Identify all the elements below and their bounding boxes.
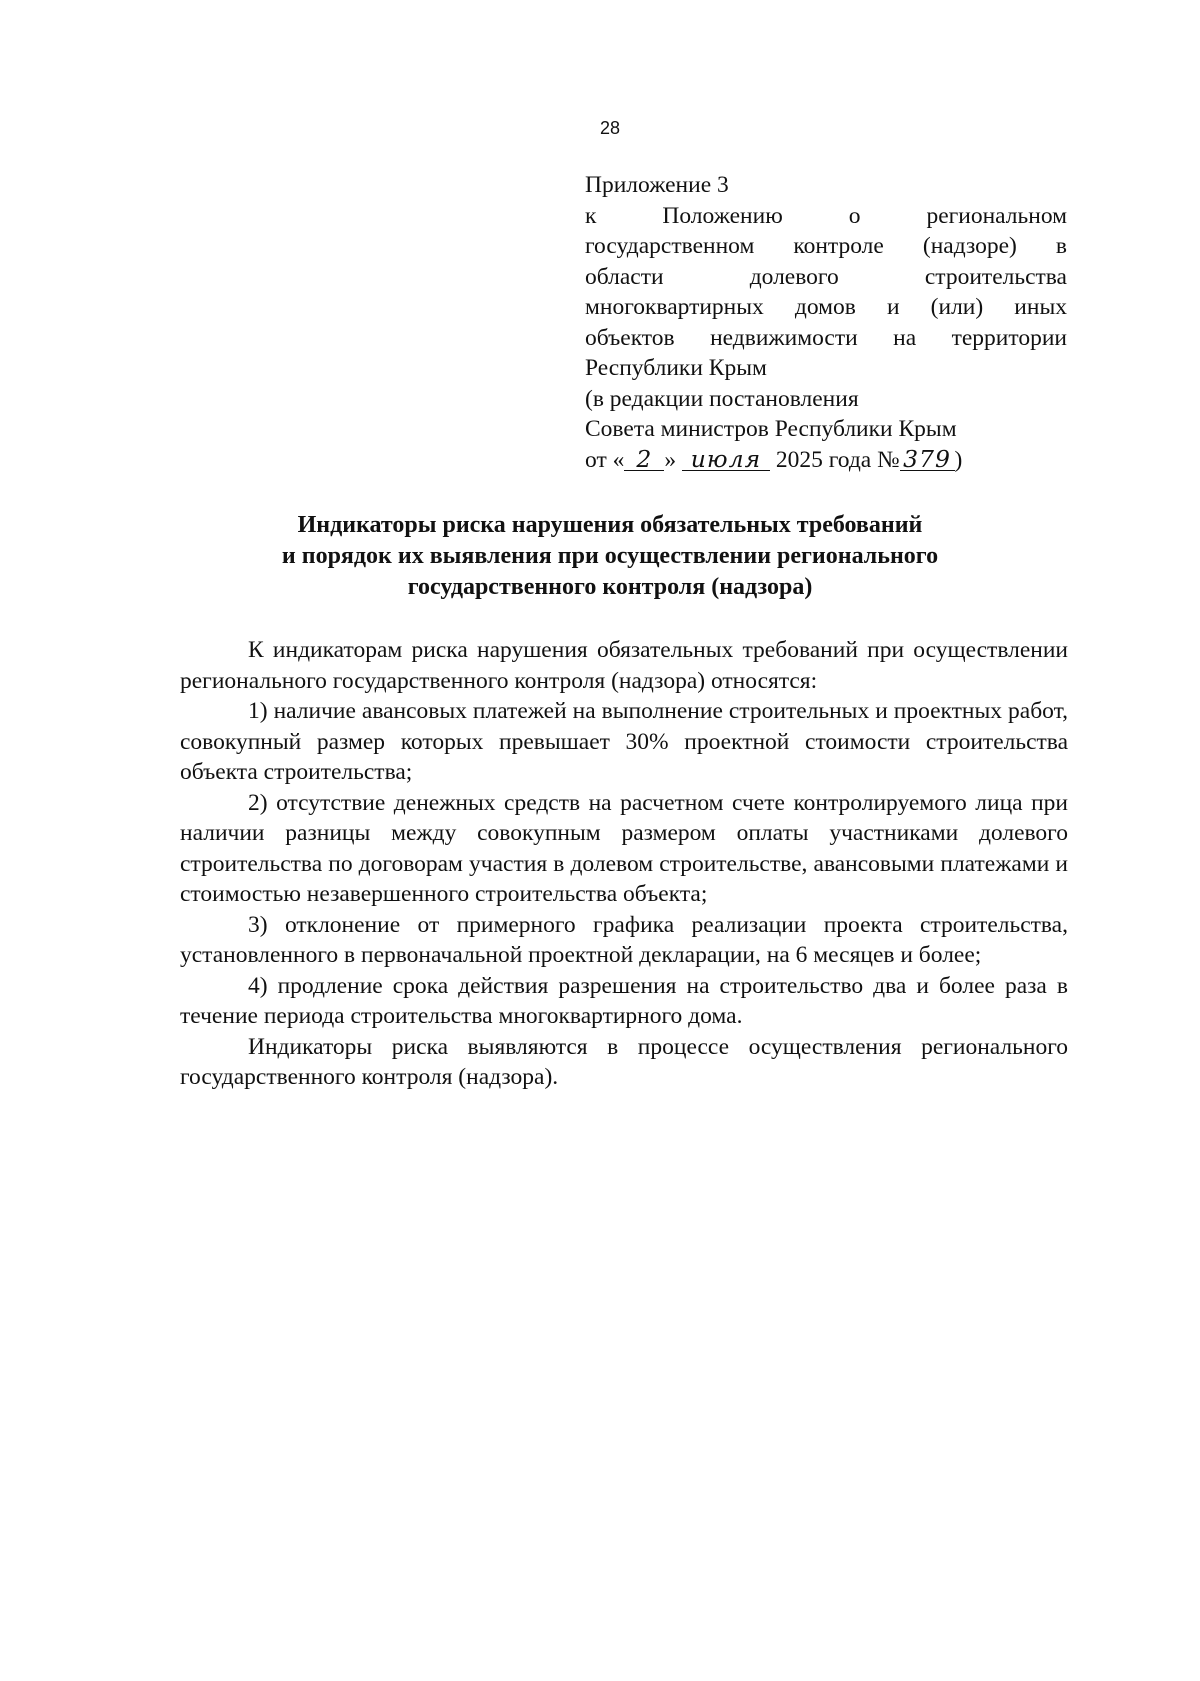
title-line: и порядок их выявления при осуществлении регионального (281, 543, 939, 569)
date-quote-close: » (664, 446, 677, 473)
closing-paragraph: Индикаторы риска выявляются в процессе осуществления регионального государственного контроля (надзора). (180, 1033, 1068, 1090)
title-line: государственного контроля (надзора) (407, 574, 813, 600)
appendix-block (585, 170, 1067, 475)
resolution-date-line (585, 445, 1067, 476)
appendix-line: объектов недвижимости на территории (585, 324, 1067, 351)
date-year: 2025 года № (775, 446, 900, 473)
handwritten-number: 379 (900, 448, 955, 471)
indicator-item-1: 1) наличие авансовых платежей на выполнение строительных и проектных работ, совокупный размер которых превышает 30% проектной стоимости строительства объекта строительства; (180, 698, 1068, 785)
appendix-line: к Положению о региональном (585, 202, 1067, 229)
intro-paragraph: К индикаторам риска нарушения обязательных требований при осуществлении регионального государственного контроля (надзора) относятся: (180, 637, 1068, 694)
handwritten-day: 2 (624, 448, 664, 471)
appendix-line: многоквартирных домов и (или) иных (585, 294, 1067, 320)
appendix-line: области долевого строительства (585, 263, 1067, 290)
document-body (180, 635, 1068, 1093)
appendix-heading: Приложение 3 (585, 172, 729, 198)
date-prefix: от « (585, 446, 625, 473)
appendix-line: (в редакции постановления (585, 385, 859, 412)
indicator-item-4: 4) продление срока действия разрешения на строительство два и более раза в течение периода строительства многоквартирного дома. (180, 972, 1068, 1029)
handwritten-month: июля (682, 448, 770, 471)
appendix-line: Республики Крым (585, 355, 767, 381)
title-line: Индикаторы риска нарушения обязательных требований (297, 512, 923, 538)
document-title (180, 510, 1040, 603)
indicator-item-3: 3) отклонение от примерного графика реализации проекта строительства, установленного в первоначальной проектной декларации, на 6 месяцев и более; (180, 911, 1068, 968)
page-number: 28 (600, 118, 621, 138)
appendix-line: Совета министров Республики Крым (585, 416, 957, 442)
appendix-line: государственном контроле (надзоре) в (585, 233, 1067, 259)
indicator-item-2: 2) отсутствие денежных средств на расчетном счете контролируемого лица при наличии разницы между совокупным размером оплаты участниками долевого строительства по договорам участия в долевом строительстве, авансовыми платежами и стоимостью незавершенного строительства объекта; (180, 789, 1068, 907)
date-suffix: ) (954, 446, 963, 473)
